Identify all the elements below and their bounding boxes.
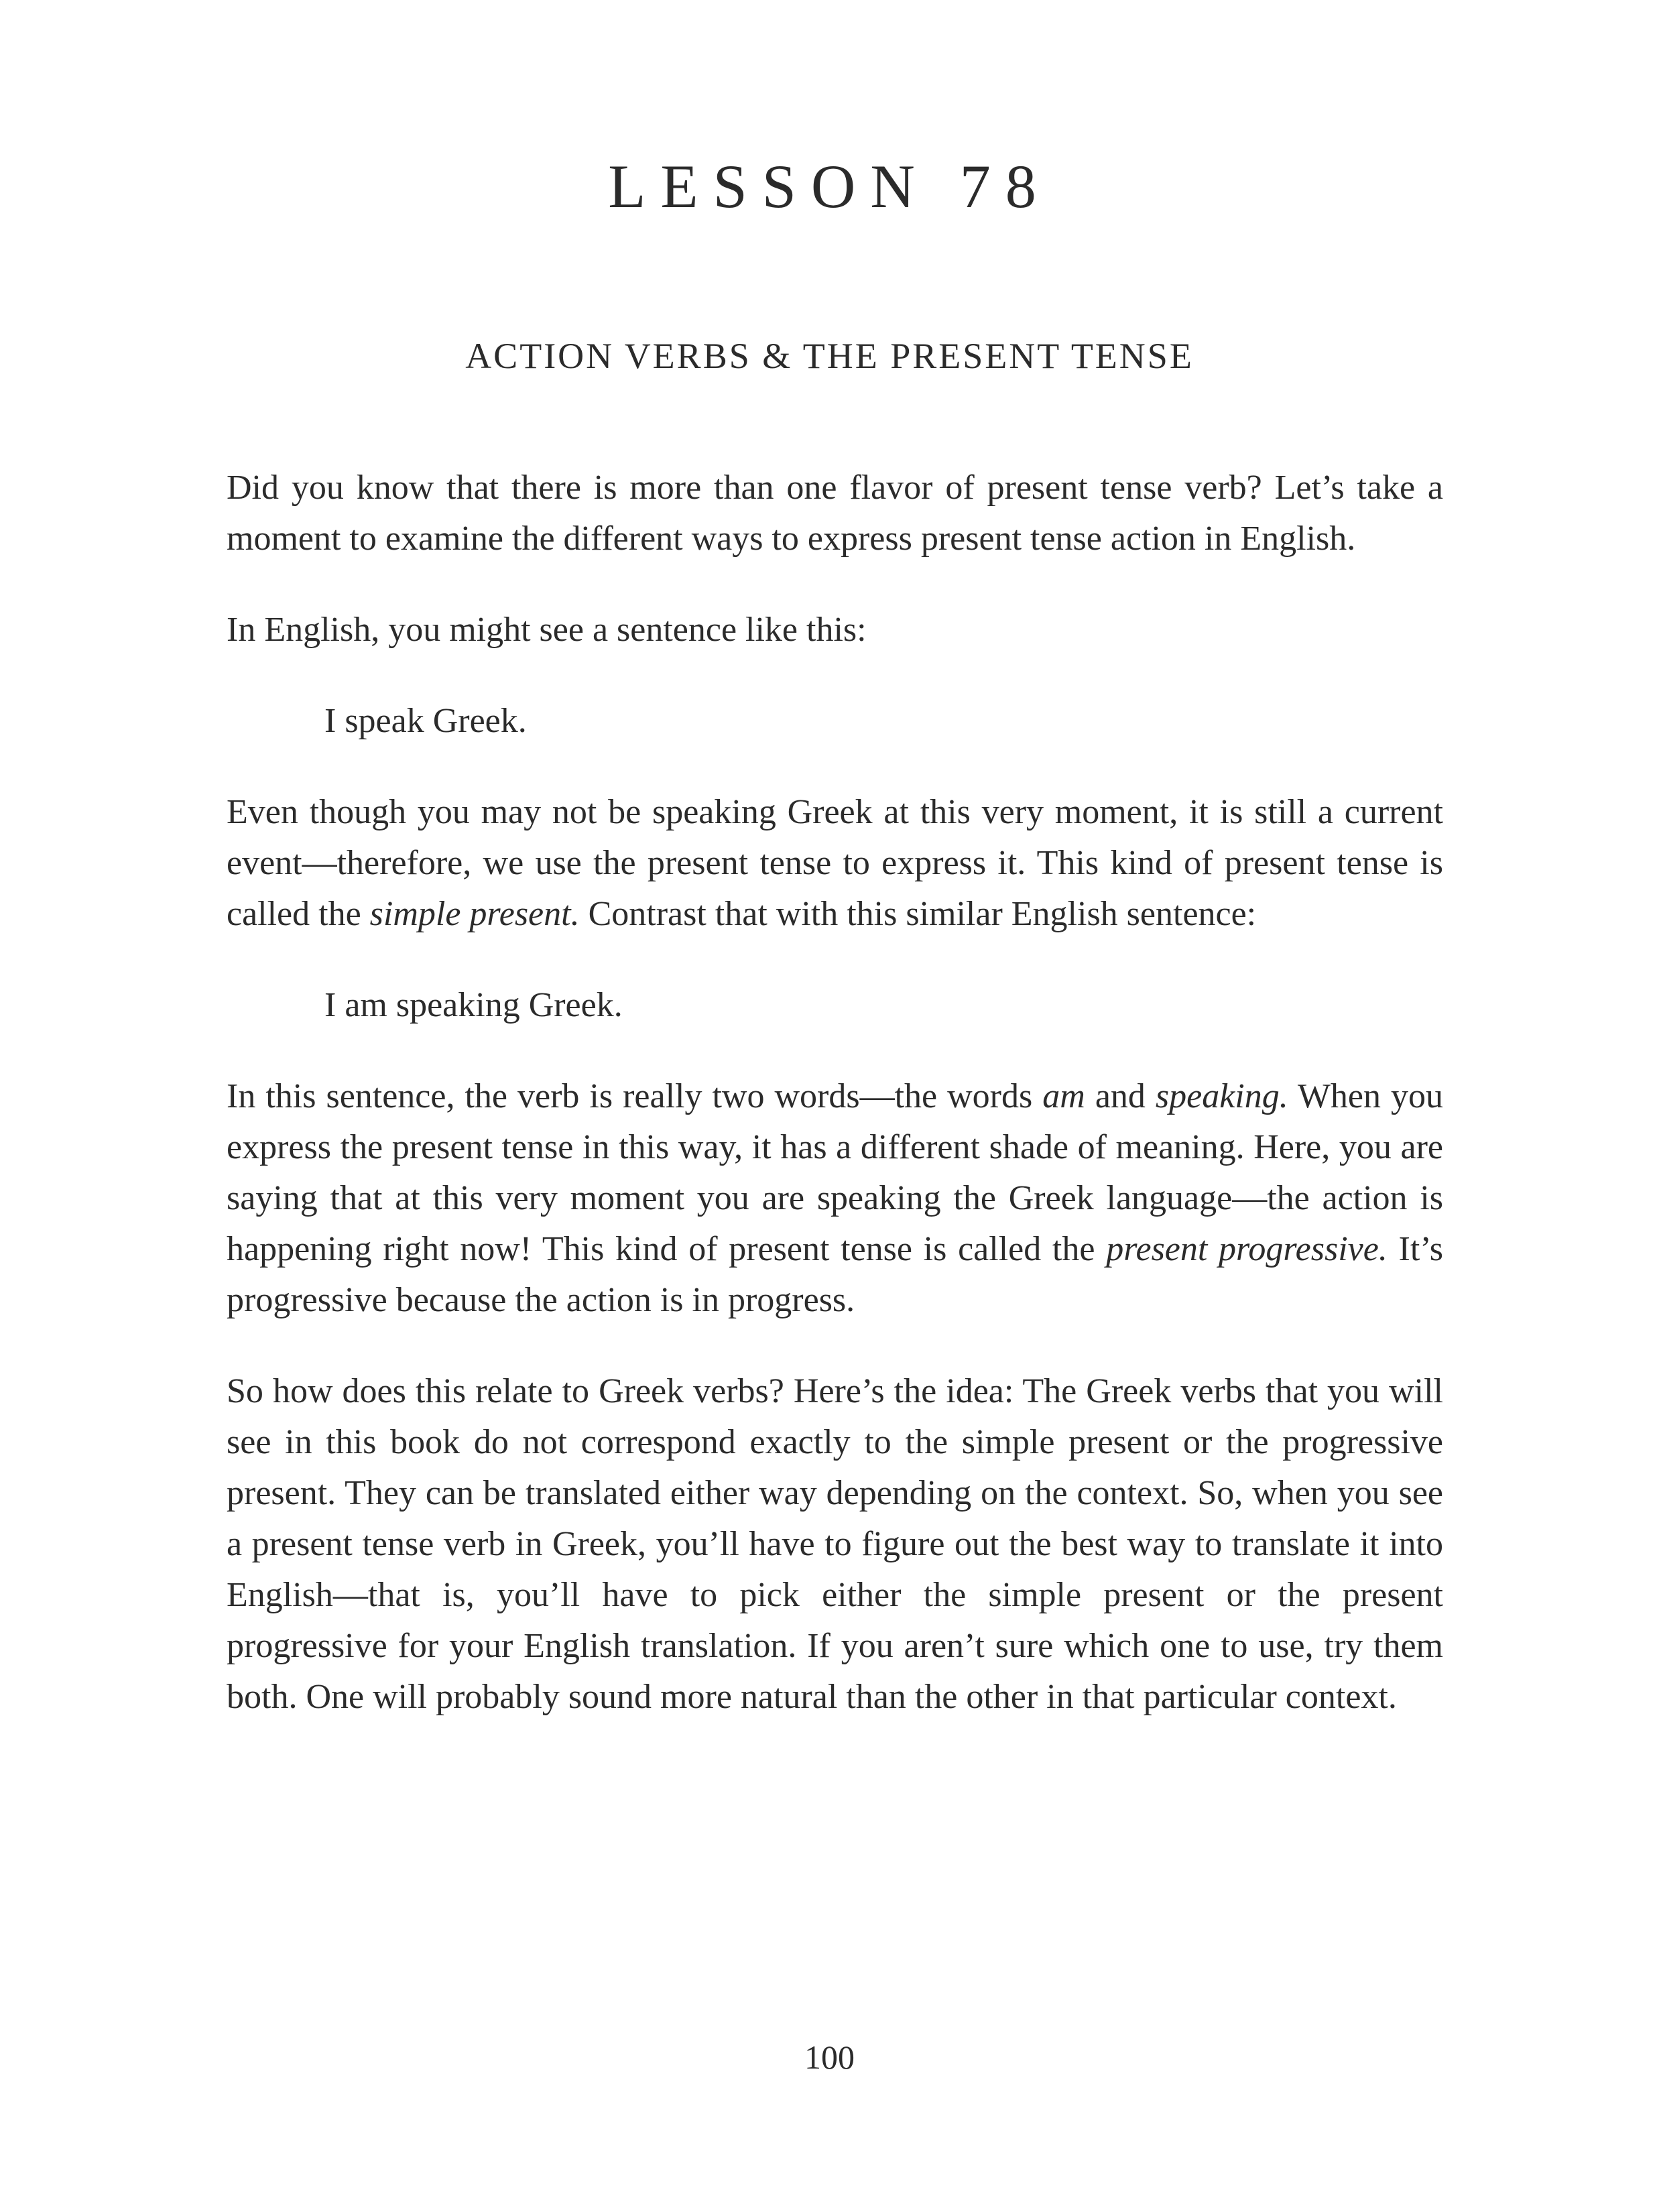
text-span: It’s progressive because the action is in progress. xyxy=(227,1230,1443,1319)
lesson-body xyxy=(227,463,1443,1763)
text-span: Contrast that with this similar English sentence: xyxy=(579,895,1257,933)
term-am: am xyxy=(1042,1077,1085,1115)
lesson-title: LESSON 78 xyxy=(608,152,1051,221)
paragraph-present-progressive xyxy=(227,1071,1443,1326)
example-sentence-simple: I speak Greek. xyxy=(324,702,527,740)
term-simple-present: simple present. xyxy=(369,895,580,933)
paragraph-intro: Did you know that there is more than one flavor of present tense verb? Let’s take a moment to examine the different ways to express present tense action in English. xyxy=(227,469,1443,558)
page-number: 100 xyxy=(804,2038,855,2076)
paragraph-lead-in: In English, you might see a sentence like this: xyxy=(227,611,867,649)
term-speaking: speaking. xyxy=(1155,1077,1288,1115)
example-sentence-progressive: I am speaking Greek. xyxy=(324,986,623,1024)
lesson-subtitle: ACTION VERBS & THE PRESENT TENSE xyxy=(465,336,1194,376)
paragraph-greek-verbs: So how does this relate to Greek verbs? Here’s the idea: The Greek verbs that you will see in this book do not correspond exactly to the simple present or the progressive present. They can be translated either way depending on the context. So, when you see a present tense verb in Greek, you’ll have to figure out the best way to translate it into English—that is, you’ll have to pick either the simple present or the present progressive for your English translation. If you aren’t sure which one to use, try them both. One will probably sound more natural than the other in that particular context. xyxy=(227,1372,1443,1716)
paragraph-simple-present xyxy=(227,787,1443,940)
text-span: In this sentence, the verb is really two words—the words xyxy=(227,1077,1043,1115)
text-span: When you express the present tense in this way, it has a different shade of meaning. Here, you are saying that at this very moment you are speaking the Greek language—the action is happening right now! This kind of present tense is called the xyxy=(227,1077,1443,1268)
text-span: and xyxy=(1085,1077,1156,1115)
term-present-progressive: present progressive. xyxy=(1106,1230,1388,1268)
text-span: Even though you may not be speaking Greek at this very moment, it is still a current event—therefore, we use the present tense to express it. This kind of present tense is called the xyxy=(227,793,1443,933)
